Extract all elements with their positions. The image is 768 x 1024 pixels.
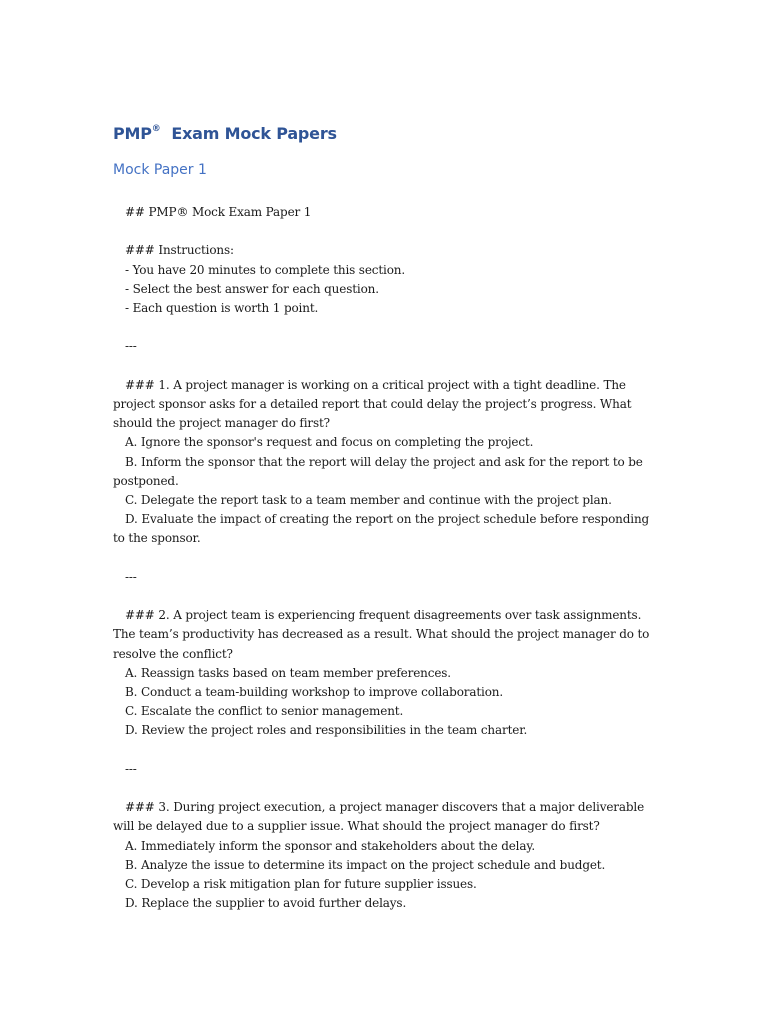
question-2-option-c: C. Escalate the conflict to senior management. xyxy=(125,704,404,719)
question-1-option-b: B. Inform the sponsor that the report will delay the project and ask for the report to be postponed. xyxy=(113,454,643,488)
exam-heading: ## PMP® Mock Exam Paper 1 xyxy=(125,205,312,219)
instruction-item: - Each question is worth 1 point. xyxy=(125,301,319,315)
question-3-option-d: D. Replace the supplier to avoid further delays. xyxy=(125,896,407,911)
question-2-text: ### 2. A project team is experiencing frequent disagreements over task assignments. The team’s productivity has decreased as a result. What should the project manager do to resolve the conflict? xyxy=(113,608,650,661)
separator: --- xyxy=(125,339,137,354)
question-1-option-a: A. Ignore the sponsor's request and focus on completing the project. xyxy=(125,435,534,450)
question-2-option-a: A. Reassign tasks based on team member preferences. xyxy=(125,665,451,680)
registered-mark: ® xyxy=(151,123,161,134)
question-1-option-d: D. Evaluate the impact of creating the report on the project schedule before responding to the sponsor. xyxy=(113,512,650,546)
question-3-option-a: A. Immediately inform the sponsor and stakeholders about the delay. xyxy=(125,838,536,853)
separator: --- xyxy=(125,569,137,584)
question-2-option-d: D. Review the project roles and responsibilities in the team charter. xyxy=(125,723,528,738)
instructions-heading: ### Instructions: xyxy=(125,243,234,258)
document-subtitle: Mock Paper 1 xyxy=(113,162,207,178)
document-title xyxy=(113,124,337,143)
question-3-text: ### 3. During project execution, a project manager discovers that a major deliverable will be delayed due to a supplier issue. What should the project manager do first? xyxy=(113,800,645,834)
question-1-text: ### 1. A project manager is working on a critical project with a tight deadline. The project sponsor asks for a detailed report that could delay the project’s progress. What should the project manager do first? xyxy=(113,377,632,431)
instruction-item: - Select the best answer for each question. xyxy=(125,281,379,296)
question-2-option-b: B. Conduct a team-building workshop to improve collaboration. xyxy=(125,685,504,699)
question-3-option-b: B. Analyze the issue to determine its impact on the project schedule and budget. xyxy=(125,857,606,872)
instruction-item: - You have 20 minutes to complete this section. xyxy=(125,262,406,277)
exam-body xyxy=(113,203,661,913)
question-3-option-c: C. Develop a risk mitigation plan for future supplier issues. xyxy=(125,877,477,891)
question-1-option-c: C. Delegate the report task to a team member and continue with the project plan. xyxy=(125,493,612,507)
title-main: PMP xyxy=(113,124,152,143)
separator: --- xyxy=(125,761,137,776)
title-rest: Exam Mock Papers xyxy=(160,124,337,143)
